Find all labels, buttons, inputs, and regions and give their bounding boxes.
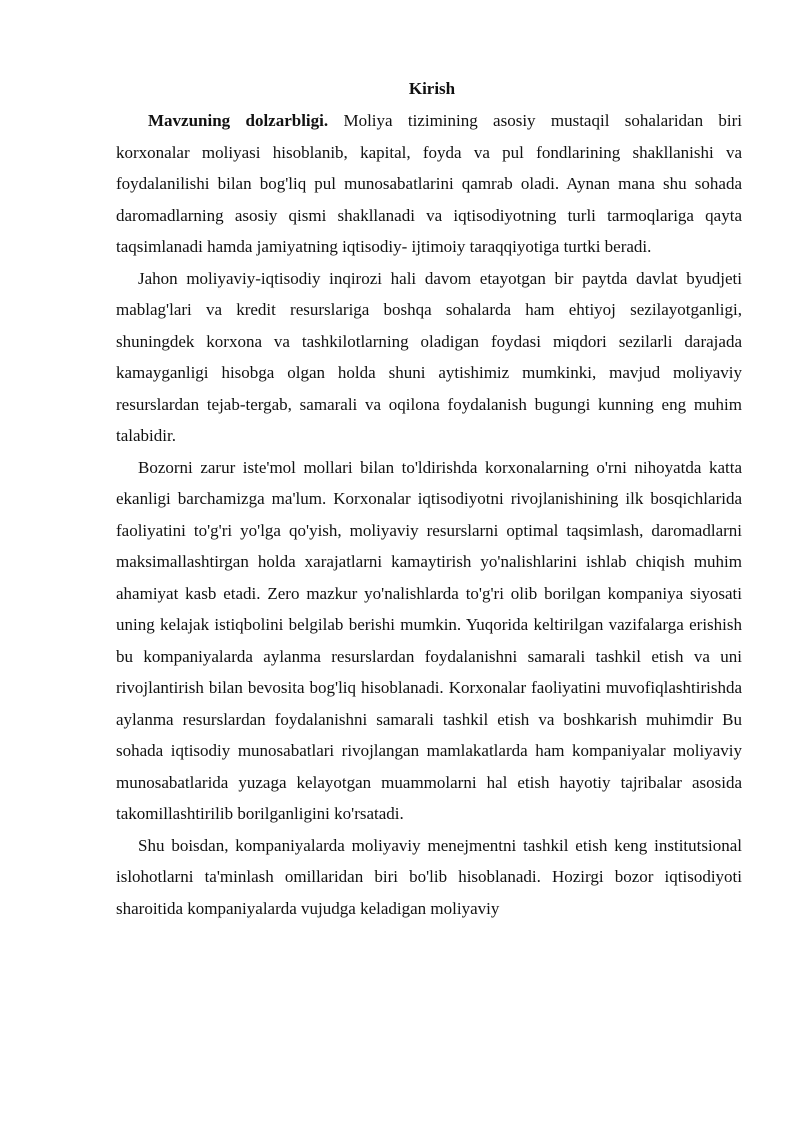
paragraph-management: Shu boisdan, kompaniyalarda moliyaviy menejmentni tashkil etish keng institutsional islohotlarni ta'minlash omillaridan biri bo'lib hisoblanadi. Hozirgi bozor iqtisodiyoti sharoitida kompaniyalarda vujudga keladigan moliyaviy (116, 835, 742, 918)
paragraph-lead: Mavzuning dolzarbligi. (148, 111, 329, 130)
paragraph-text: Moliya tizimining asosiy mustaqil sohalaridan biri korxonalar moliyasi hisoblanib, kapital, foyda va pul fondlarining shakllanishi va foydalanilishi bilan bog'liq pul munosabatlarini qamrab oladi. Aynan mana shu sohada daromadlarning asosiy qismi shakllanadi va iqtisodiyotning turli tarmoqlariga qayta taqsimlanadi hamda jamiyatning iqtisodiy- ijtimoiy taraqqiyotiga turtki beradi. (116, 111, 743, 256)
paragraph-crisis: Jahon moliyaviy-iqtisodiy inqirozi hali davom etayotgan bir paytda davlat byudjeti mablag'lari va kredit resurslariga boshqa sohalarda ham ehtiyoj sezilayotganligi, shuningdek korxona va tashkilotlarning oladigan foydasi miqdori sezilarli darajada kamayganligi hisobga olgan holda shuni aytishimiz mumkinki, mavjud moliyaviy resurslardan tejab-tergab, samarali va oqilona foydalanish bugungi kunning eng muhim talabidir. (116, 268, 742, 445)
paragraph-relevance (116, 105, 742, 263)
page-title: Kirish (408, 79, 456, 98)
paragraph-market: Bozorni zarur iste'mol mollari bilan to'ldirishda korxonalarning o'rni nihoyatda katta ekanligi barchamizga ma'lum. Korxonalar iqtisodiyotni rivojlanishining ilk bosqichlarida faoliyatini to'g'ri yo'lga qo'yish, moliyaviy resurslarni optimal taqsimlash, daromadlarni maksimallashtirgan holda xarajatlarni kamaytirish yo'nalishlarini ishlab chiqish muhim ahamiyat kasb etadi. Zero mazkur yo'nalishlarda to'g'ri olib borilgan kompaniya siyosati uning kelajak istiqbolini belgilab berishi mumkin. Yuqorida keltirilgan vazifalarga erishish bu kompaniyalarda aylanma resurslardan foydalanishni samarali tashkil etish va uni rivojlantirish bilan bevosita bog'liq hisoblanadi. Korxonalar faoliyatini muvofiqlashtirishda aylanma resurslardan foydalanishni samarali tashkil etish va boshkarish muhimdir Bu sohada iqtisodiy munosabatlari rivojlangan mamlakatlarda ham kompaniyalar moliyaviy munosabatlarida yuzaga kelayotgan muammolarni hal etish hayotiy tajribalar asosida takomillashtirilib borilganligini ko'rsatadi. (116, 457, 742, 823)
document-body (116, 74, 742, 924)
